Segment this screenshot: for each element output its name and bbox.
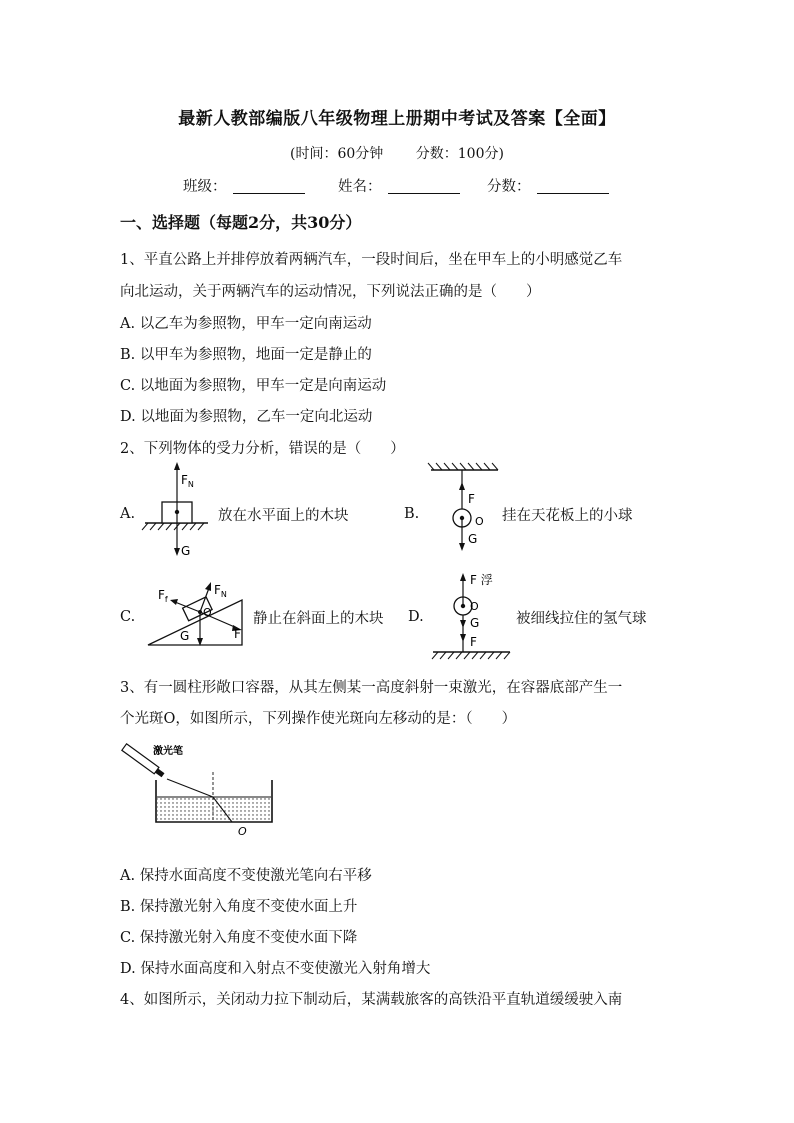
name-field [338,175,460,196]
q2-option-c-text: 静止在斜面上的木块 [253,611,384,627]
q4-stem-line1: 4、如图所示，关闭动力拉下制动后，某满载旅客的高铁沿平直轨道缓缓驶入南 [120,992,623,1008]
f-label-c: F [234,627,241,641]
q1-stem-line1: 1、平直公路上并排停放着两辆汽车，一段时间后，坐在甲车上的小明感觉乙车 [120,252,623,268]
score-field [487,175,609,196]
q3-stem-line2: 个光斑O，如图所示，下列操作使光斑向左移动的是：（ ） [120,711,517,727]
name-label: 姓名： [338,179,382,195]
class-label: 班级： [183,179,227,195]
section-heading: 一、选择题（每题2分，共30分） [120,213,362,232]
g-label-c: G [180,629,190,643]
f-float-label: F 浮 [470,573,493,587]
q2-stem: 2、下列物体的受力分析，错误的是（ ） [120,441,405,457]
g-label-d: G [470,616,480,630]
g-label-b: G [468,532,478,546]
q3-option-c[interactable]: C. 保持激光射入角度不变使水面下降 [120,930,358,946]
q2-option-b-letter[interactable]: B. [404,506,420,522]
q1-stem-line2: 向北运动，关于两辆汽车的运动情况，下列说法正确的是（ ） [120,284,541,300]
q1-option-b[interactable]: B. 以甲车为参照物，地面一定是静止的 [120,347,372,363]
f-label: F [468,492,475,506]
q3-stem-line1: 3、有一圆柱形敞口容器，从其左侧某一高度斜射一束激光，在容器底部产生一 [120,680,623,696]
fn-label-c: $F_N$ [214,583,227,599]
o-label-c: O [203,606,212,619]
laser-pen-label: 激光笔 [153,746,183,757]
f-label-d: F [470,635,477,649]
name-blank[interactable] [388,179,460,194]
q2-option-a-text: 放在水平面上的木块 [218,508,349,524]
score-label: 分数： [487,179,531,195]
q1-option-a[interactable]: A. 以乙车为参照物，甲车一定向南运动 [120,316,372,332]
class-field [183,175,305,196]
g-label: G [181,544,191,558]
ff-label: $F_f$ [158,588,168,604]
q2-figure-b [428,465,508,560]
q2-option-a-letter[interactable]: A. [120,506,136,522]
document-title: 最新人教部编版八年级物理上册期中考试及答案【全面】 [178,109,616,129]
q2-figure-d [430,570,515,662]
q2-option-b-text: 挂在天花板上的小球 [502,508,633,524]
q2-figure-c [142,572,252,652]
exam-meta [0,143,794,163]
q2-option-d-text: 被细线拉住的氢气球 [516,611,647,627]
q3-option-a[interactable]: A. 保持水面高度不变使激光笔向右平移 [120,868,372,884]
exam-time: (时间：60分钟 [290,146,384,162]
q2-option-d-letter[interactable]: D. [408,609,424,625]
spot-o-label: O [238,825,247,838]
o-label: O [475,515,484,528]
score-blank[interactable] [537,179,609,194]
fn-label: $F_N$ [181,473,194,489]
o-label-d: O [470,600,479,613]
exam-total-score: 分数：100分) [415,146,504,162]
q1-option-c[interactable]: C. 以地面为参照物，甲车一定是向南运动 [120,378,387,394]
q3-option-b[interactable]: B. 保持激光射入角度不变使水面上升 [120,899,358,915]
class-blank[interactable] [233,179,305,194]
q2-figure-a [140,460,220,560]
q1-option-d[interactable]: D. 以地面为参照物，乙车一定向北运动 [120,409,373,425]
q2-option-c-letter[interactable]: C. [120,609,136,625]
q3-laser-figure [120,742,280,837]
q3-option-d[interactable]: D. 保持水面高度和入射点不变使激光入射角增大 [120,961,431,977]
